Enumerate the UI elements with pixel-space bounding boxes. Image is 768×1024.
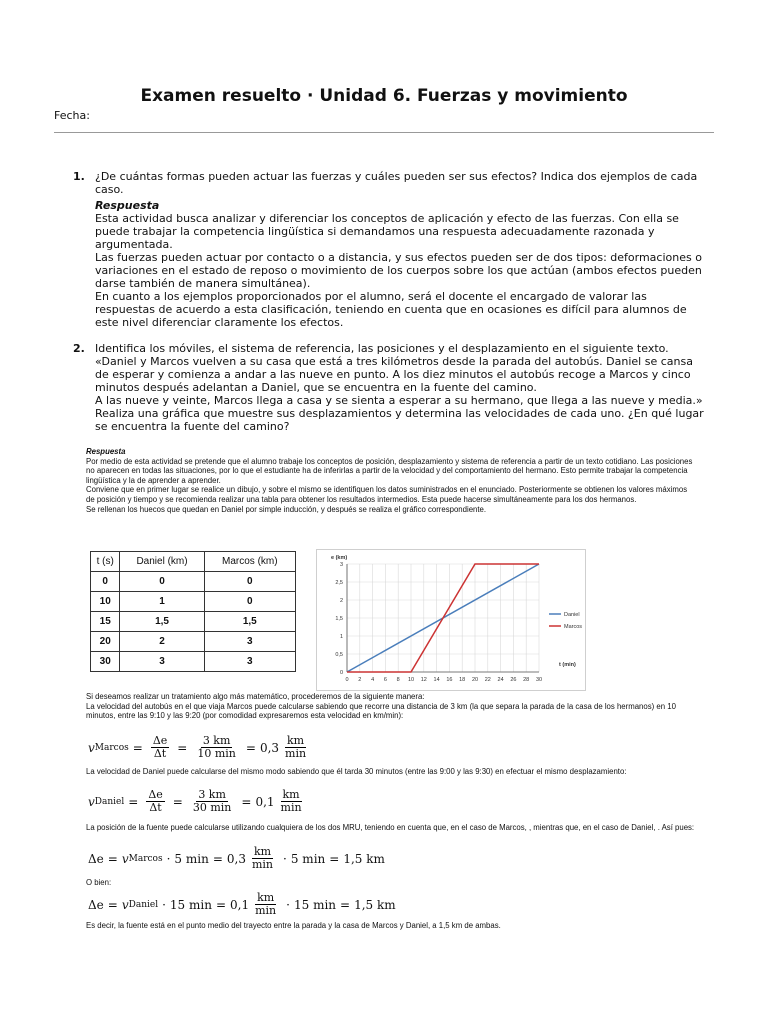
fecha-label: Fecha: [54,109,90,122]
result-value: 0,1 [255,794,275,809]
fraction-numerator: 3 km [198,788,226,801]
legend-label-daniel: Daniel [564,612,580,618]
x-tick-label: 8 [396,677,400,683]
x-tick-label: 14 [433,677,440,683]
velocity-symbol: v [121,897,129,912]
delta-e: Δe [88,897,104,912]
result-value: 0,3 [226,851,246,866]
x-tick-label: 10 [407,677,415,683]
table-cell: 30 [91,652,120,672]
table-cell: 1,5 [120,612,204,632]
table-row [91,612,296,632]
velocity-symbol: v [121,851,129,866]
dot-operator: · [286,897,290,912]
equals-sign: = [172,794,183,809]
table-cell: 20 [91,632,120,652]
equals-sign: = [128,794,139,809]
fraction-numerator: km [282,788,300,801]
table-header: Marcos (km) [204,552,295,572]
answer-2-paragraph: Se rellenan los huecos que quedan en Daniel por simple inducción, y después se realiza el gráfico correspondiente. [86,504,487,514]
fraction [195,735,238,760]
formula-marcos-velocity [88,735,312,760]
question-1-answer [95,199,705,329]
time-value: 5 min [290,851,326,866]
table-cell: 0 [91,572,120,592]
equals-sign: = [329,851,340,866]
daniel-velocity-block [86,767,696,777]
obien-block [86,878,696,888]
fraction-numerator: Δe [148,788,163,801]
header-divider [54,132,714,133]
velocity-subscript: Daniel [128,899,159,910]
equals-sign: = [245,740,256,755]
table-cell: 10 [91,592,120,612]
marcos-velocity-text: La velocidad del autobús en el que viaja Marcos puede calcularse sabiendo que recorre una distancia de 3 km (la que separa la parada de la casa de los hermanos) en 10 minutos, entre las 9:10 y las 9:20 (por comodidad expresaremos esta velocidad en km/min): [86,701,676,721]
fraction-numerator: Δe [152,734,168,747]
fraction [151,735,169,760]
delta-e: Δe [88,851,104,866]
dot-operator: · [283,851,287,866]
x-tick-label: 26 [510,677,517,683]
y-tick-label: 1,5 [335,616,343,622]
velocity-subscript: Marcos [128,853,163,864]
y-axis-label: e (km) [331,555,348,561]
conclusion-text: Es decir, la fuente está en el punto medio del trayecto entre la parada y la casa de Marcos y Daniel, a 1,5 km de ambas. [86,921,501,930]
x-tick-label: 30 [535,677,543,683]
answer-1-heading: Respuesta [95,199,160,212]
unit-fraction [250,846,275,871]
answer-1-paragraph: En cuanto a los ejemplos proporcionados por el alumno, será el docente el encargado de valorar las respuestas de acuerdo a esta clasificación, teniendo en cuenta que en ocasiones es difícil para alumnos de este nivel diferenciar claramente los efectos. [95,290,687,329]
x-tick-label: 4 [371,677,375,683]
fraction-numerator: km [257,891,275,904]
unit-fraction [253,892,278,917]
table-row [91,592,296,612]
legend-label-marcos: Marcos [564,624,583,630]
table-cell: 15 [91,612,120,632]
table-header: Daniel (km) [120,552,204,572]
question-2-number: 2. [73,342,85,355]
fraction-denominator: min [251,858,274,871]
position-time-chart [316,549,586,691]
table-cell: 3 [204,652,295,672]
result-value: 1,5 km [354,897,396,912]
x-tick-label: 16 [446,677,453,683]
result-value: 1,5 km [343,851,385,866]
x-tick-label: 12 [420,677,427,683]
fraction-denominator: Δt [153,747,167,760]
answer-1-paragraph: Esta actividad busca analizar y diferenciar los conceptos de aplicación y efecto de las fuerzas. Con ella se puede trabajar la competencia lingüística si demandamos una respuesta adecuadamente razonada y argumentada. [95,212,679,251]
equals-sign: = [132,740,143,755]
question-2-answer [86,447,696,514]
equals-sign: = [107,897,118,912]
table-header: t (s) [91,552,120,572]
equals-sign: = [177,740,188,755]
fraction-numerator: 3 km [202,734,231,747]
formula-fuente-marcos [88,846,385,871]
table-row [91,572,296,592]
answer-2-paragraph: Por medio de esta actividad se pretende que el alumno trabaje los conceptos de posición, desplazamiento y sistema de referencia a partir de un texto cotidiano. Las posiciones no aparecen en todas las situaciones, por lo que el estudiante ha de inferirlas a partir de la velocidad y del comportamiento del hermano. Esto permite trabajar la competencia lingüística y la de aprender a aprender. [86,456,693,485]
conclusion-block [86,921,696,931]
fraction-denominator: min [285,747,307,760]
table-row [91,652,296,672]
y-tick-label: 0,5 [335,652,343,658]
table-cell: 1 [120,592,204,612]
x-axis-label: t (min) [559,662,576,668]
dot-operator: · [166,851,171,866]
y-tick-label: 3 [339,562,343,568]
answer-1-paragraph: Las fuerzas pueden actuar por contacto o a distancia, y sus efectos pueden ser de dos tipos: deformaciones o variaciones en el estado de reposo o movimiento de los cuerpos sobre los que actúan (ambos efectos pueden darse también de manera simultánea). [95,251,702,290]
answer-2-paragraph: Conviene que en primer lugar se realice un dibujo, y sobre el mismo se identifiquen los datos suministrados en el enunciado. Posteriormente se obtienen los valores máximos de posición y tiempo y se recomienda realizar una tabla para obtener los resultados intermedios. Esta puede hacerse simultáneamente para los dos hermanos. [86,485,688,504]
x-tick-label: 0 [345,677,349,683]
fraction-numerator: km [253,845,272,858]
question-2-line: Identifica los móviles, el sistema de referencia, las posiciones y el desplazamiento en el siguiente texto. [95,342,669,355]
question-1-text: ¿De cuántas formas pueden actuar las fuerzas y cuáles pueden ser sus efectos? Indica dos ejemplos de cada caso. [95,170,698,196]
table-cell: 0 [120,572,204,592]
math-intro: Si deseamos realizar un tratamiento algo más matemático, procederemos de la siguiente manera: [86,692,425,701]
fuente-block [86,823,696,833]
dot-operator: · [162,897,166,912]
time-value: 15 min [169,897,212,912]
x-tick-label: 22 [484,677,491,683]
x-tick-label: 2 [358,677,362,683]
formula-daniel-velocity [88,789,308,814]
velocity-symbol: v [88,740,95,755]
obien-text: O bien: [86,878,112,887]
equals-sign: = [215,897,227,912]
question-2-line: A las nueve y veinte, Marcos llega a casa y se sienta a esperar a su hermano, que llega a las nueve y media.» [95,394,703,407]
chart-svg [317,550,585,690]
position-table [90,551,296,672]
velocity-symbol: v [88,794,95,809]
fraction-numerator: km [287,734,305,747]
equals-sign: = [241,794,252,809]
equals-sign: = [212,851,223,866]
unit-fraction [279,789,304,814]
velocity-subscript: Marcos [94,742,129,753]
y-tick-label: 1 [339,634,343,640]
fuente-text: La posición de la fuente puede calcularse utilizando cualquiera de los dos MRU, teniendo en cuenta que, en el caso de Marcos, , mientras que, en el caso de Daniel, . Así pues: [86,823,695,832]
table-cell: 0 [204,592,295,612]
time-value: 5 min [174,851,209,866]
table-cell: 3 [204,632,295,652]
fraction-denominator: min [255,904,277,917]
table-cell: 2 [120,632,204,652]
x-tick-label: 28 [523,677,530,683]
table-row [91,632,296,652]
fraction-denominator: min [280,801,302,814]
fraction [191,789,234,814]
fraction [146,789,164,814]
unit-fraction [283,735,308,760]
y-tick-label: 0 [339,670,343,676]
velocity-subscript: Daniel [94,796,125,807]
question-1-number: 1. [73,170,85,183]
question-2-line: «Daniel y Marcos vuelven a su casa que está a tres kilómetros desde la parada del autobús. Daniel se cansa de esperar y comienza a andar a las nueve en punto. A los diez minutos el autobús recoge a Marcos y cinco minutos después adelantan a Daniel, que se encuentra en la fuente del camino. [95,355,693,394]
table-cell: 1,5 [204,612,295,632]
answer-2-heading: Respuesta [86,447,126,456]
y-tick-label: 2,5 [335,580,343,586]
x-tick-label: 6 [383,677,387,683]
table-cell: 0 [204,572,295,592]
equals-sign: = [107,851,118,866]
result-value: 0,3 [259,740,280,755]
daniel-velocity-text: La velocidad de Daniel puede calcularse del mismo modo sabiendo que él tarda 30 minutos (entre las 9:00 y las 9:30) en efectuar el mismo desplazamiento: [86,767,627,776]
time-value: 15 min [293,897,337,912]
formula-fuente-daniel [88,892,396,917]
table-cell: 3 [120,652,204,672]
fraction-denominator: Δt [149,801,162,814]
question-2-text [95,342,705,433]
equals-sign: = [340,897,351,912]
x-tick-label: 24 [497,677,504,683]
math-intro-block [86,692,696,721]
fraction-denominator: 10 min [197,747,236,760]
x-tick-label: 20 [471,677,479,683]
question-2-line: Realiza una gráfica que muestre sus desplazamientos y determina las velocidades de cada uno. ¿En qué lugar se encuentra la fuente del camino? [95,407,704,433]
fraction-denominator: 30 min [192,801,232,814]
x-tick-label: 18 [459,677,466,683]
result-value: 0,1 [230,897,250,912]
y-tick-label: 2 [339,598,343,604]
page-title: Examen resuelto · Unidad 6. Fuerzas y movimiento [140,86,628,106]
